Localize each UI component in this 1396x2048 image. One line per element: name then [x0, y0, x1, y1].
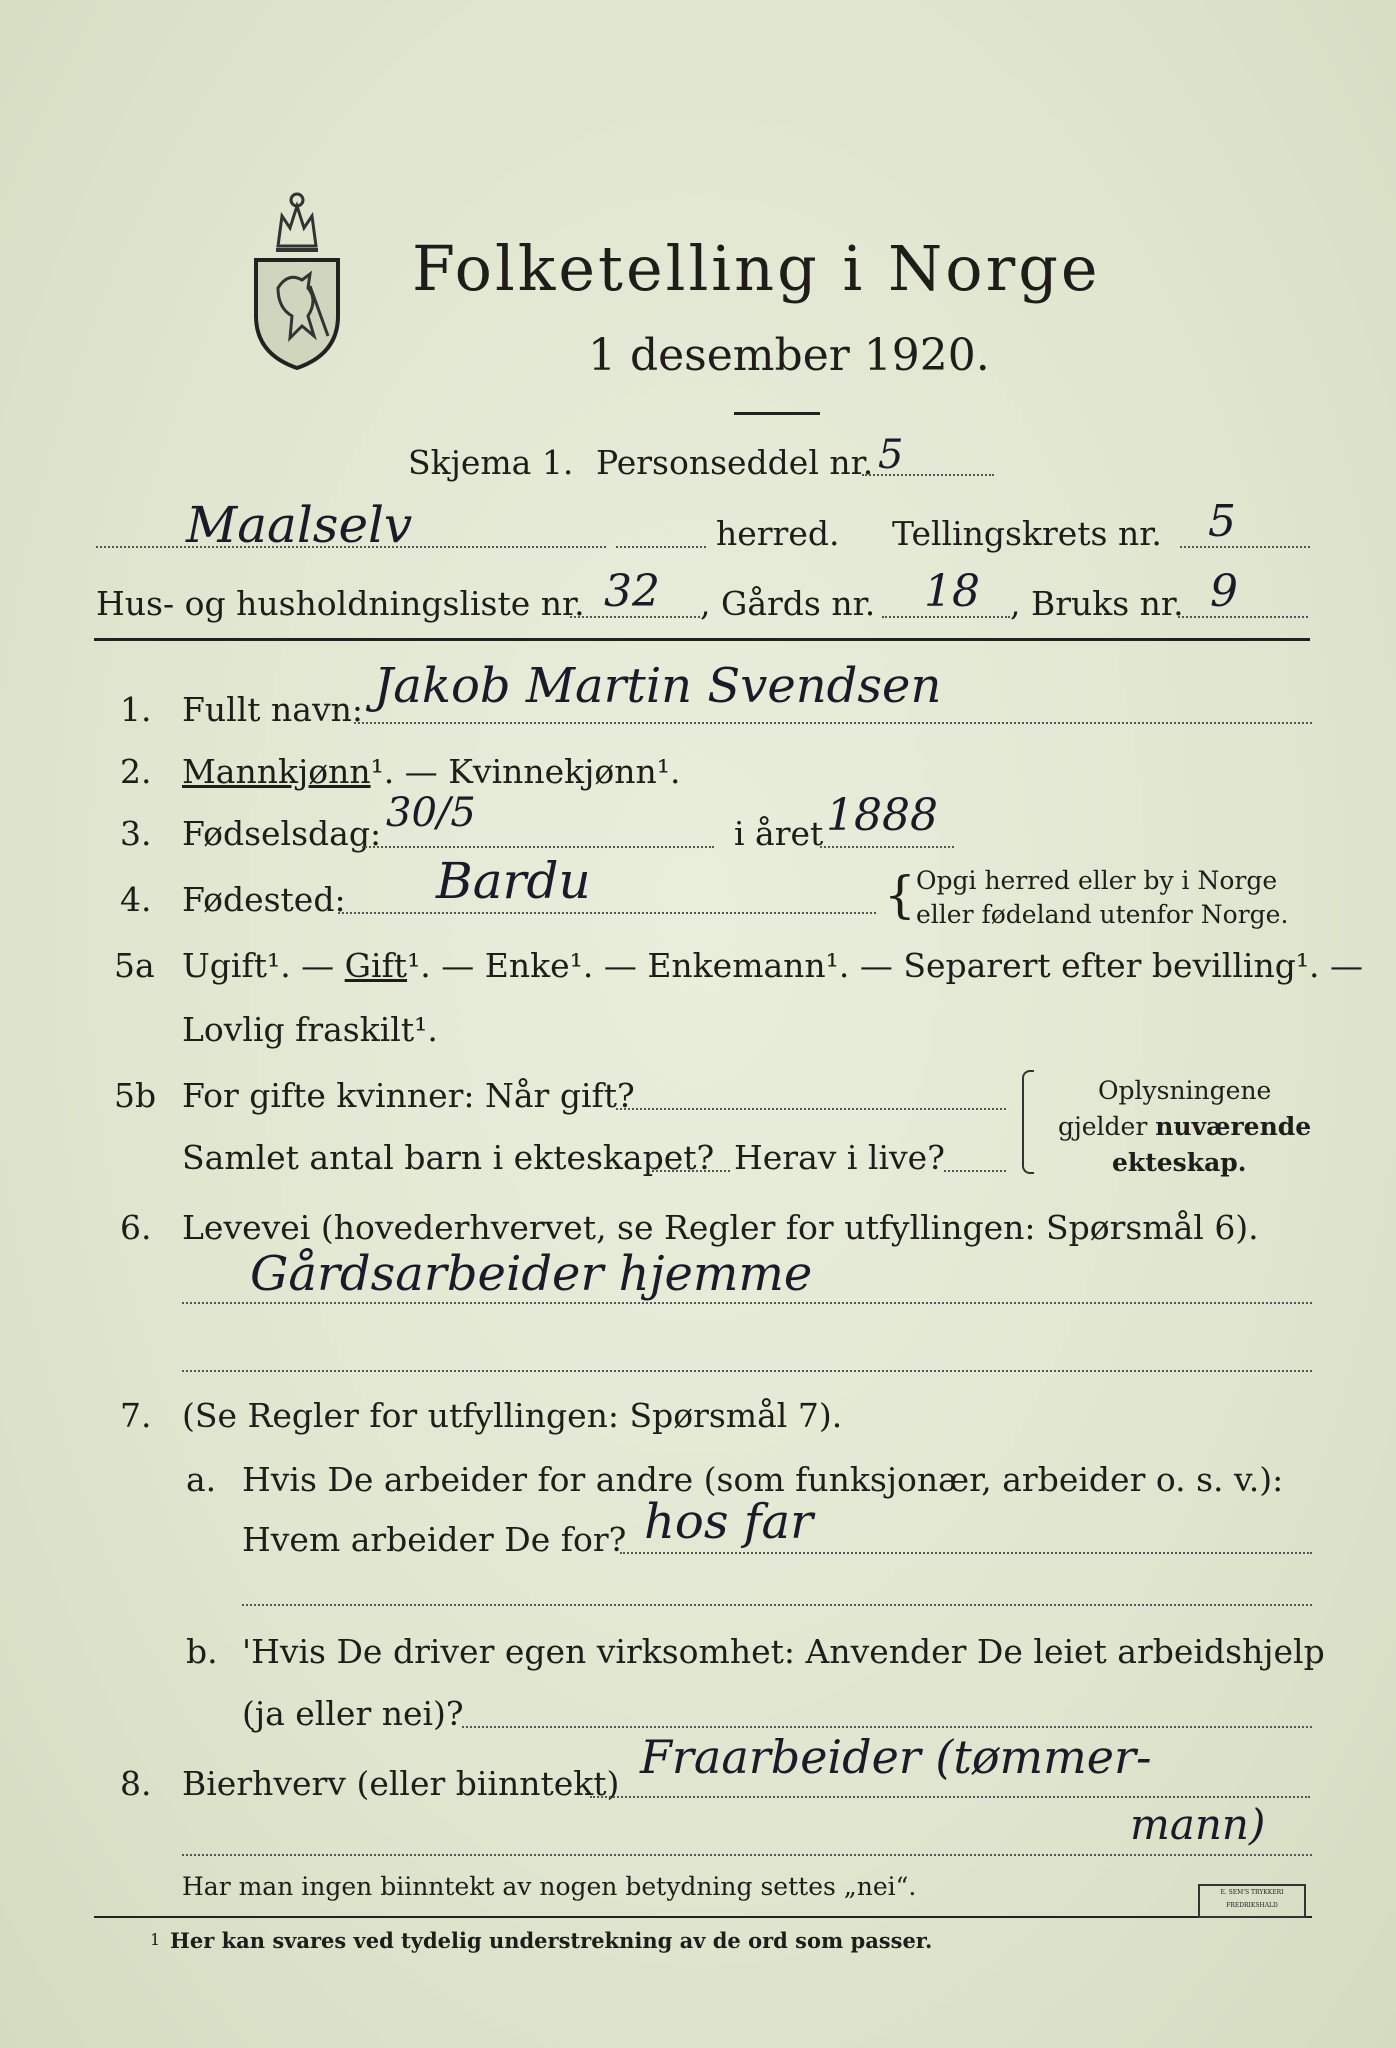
q3-year-label: i året	[734, 814, 824, 853]
q6-number: 6.	[120, 1208, 152, 1247]
q8-value-1: Fraarbeider (tømmer-	[640, 1730, 1152, 1784]
gards-label: , Gårds nr.	[700, 584, 876, 623]
q1-line	[354, 722, 1312, 724]
q6-value: Gårdsarbeider hjemme	[250, 1246, 813, 1302]
herred-line-2	[616, 546, 706, 548]
q8-line-1	[590, 1796, 1310, 1798]
q3-year-line	[820, 846, 954, 848]
q6-line-2	[182, 1370, 1312, 1372]
q1-number: 1.	[120, 690, 152, 729]
q7b-line	[462, 1726, 1312, 1728]
q5b-label-3: Herav i live?	[734, 1138, 945, 1177]
q4-brace: {	[884, 866, 916, 924]
q5b-note-1: Oplysningene	[1098, 1076, 1272, 1105]
q2-male-underlined: Mannkjønn	[182, 752, 371, 791]
bruks-line	[1178, 616, 1308, 618]
footer-note: Har man ingen biinntekt av nogen betydning settes „nei“.	[182, 1872, 917, 1901]
q5b-children-line	[652, 1170, 730, 1172]
q1-value: Jakob Martin Svendsen	[374, 658, 942, 714]
form-title: Folketelling i Norge	[412, 232, 1101, 305]
norwegian-coat-of-arms-icon	[248, 176, 346, 370]
q4-value: Bardu	[436, 852, 591, 910]
q5b-bracket	[1022, 1070, 1034, 1174]
q7b-label-1: 'Hvis De driver egen virksomhet: Anvender De leiet arbeidshjelp	[242, 1632, 1325, 1671]
census-date: 1 desember 1920.	[588, 330, 990, 381]
q4-label: Fødested:	[182, 880, 346, 919]
q5b-alive-line	[944, 1170, 1006, 1172]
q8-value-2: mann)	[1130, 1800, 1266, 1849]
schema-label: Skjema 1.	[408, 443, 574, 482]
q3-value: 30/5	[386, 790, 476, 836]
q3-line	[362, 846, 714, 848]
q7b-letter: b.	[186, 1632, 218, 1671]
q5b-note-2a: gjelder	[1058, 1112, 1156, 1141]
q2-label	[182, 752, 681, 791]
q4-note-2: eller fødeland utenfor Norge.	[916, 900, 1289, 929]
q5b-note-3: ekteskap.	[1112, 1148, 1247, 1177]
herred-value: Maalselv	[186, 496, 413, 554]
q4-line	[338, 912, 876, 914]
q7a-line-1	[620, 1552, 1312, 1554]
q7a-line-2	[242, 1604, 1312, 1606]
section-rule	[94, 638, 1310, 641]
footnote: Her kan svares ved tydelig understrekning av de ord som passer.	[170, 1928, 933, 1953]
q7a-letter: a.	[186, 1460, 217, 1499]
q3-year-value: 1888	[826, 790, 938, 841]
printer-stamp: E. SEM'S TRYKKERI FREDRIKSHALD	[1198, 1884, 1306, 1918]
q4-note-1: Opgi herred eller by i Norge	[916, 866, 1278, 895]
q8-label: Bierhverv (eller biinntekt)	[182, 1764, 620, 1803]
q5a-options	[182, 946, 1363, 985]
q6-label: Levevei (hovederhvervet, se Regler for utfyllingen: Spørsmål 6).	[182, 1208, 1259, 1247]
q5b-note-2b: nuværende	[1155, 1112, 1312, 1141]
q7-label: (Se Regler for utfyllingen: Spørsmål 7).	[182, 1396, 843, 1435]
tellingskrets-line	[1180, 546, 1310, 548]
q7a-label-1: Hvis De arbeider for andre (som funksjonær, arbeider o. s. v.):	[242, 1460, 1284, 1499]
q7b-label-2: (ja eller nei)?	[242, 1694, 464, 1733]
q3-number: 3.	[120, 814, 152, 853]
q7-number: 7.	[120, 1396, 152, 1435]
bruks-value: 9	[1210, 566, 1238, 617]
q5b-note-2	[1058, 1112, 1311, 1141]
footnote-mark: 1	[150, 1930, 161, 1949]
q2-number: 2.	[120, 752, 152, 791]
q5b-number: 5b	[114, 1076, 157, 1115]
footer-rule	[94, 1916, 1312, 1918]
q7a-value: hos far	[644, 1494, 814, 1550]
gards-value: 18	[924, 566, 980, 617]
bruks-label: , Bruks nr.	[1010, 584, 1184, 623]
q7a-label-2: Hvem arbeider De for?	[242, 1520, 627, 1559]
hus-value: 32	[604, 566, 660, 617]
q5b-when-line	[616, 1108, 1006, 1110]
q5a-ugift: Ugift¹. —	[182, 946, 345, 985]
q5b-label-1: For gifte kvinner: Når gift?	[182, 1076, 635, 1115]
q2-rest: ¹. — Kvinnekjønn¹.	[370, 752, 681, 791]
q5a-line-2: Lovlig fraskilt¹.	[182, 1010, 438, 1049]
hus-label: Hus- og husholdningsliste nr.	[96, 584, 585, 623]
personseddel-value: 5	[878, 432, 904, 478]
q6-line-1	[182, 1302, 1312, 1304]
q5a-number: 5a	[114, 946, 155, 985]
q1-label: Fullt navn:	[182, 690, 363, 729]
tellingskrets-label: Tellingskrets nr.	[892, 514, 1162, 553]
q3-label: Fødselsdag:	[182, 814, 382, 853]
personseddel-label: Personseddel nr.	[596, 443, 874, 482]
q4-number: 4.	[120, 880, 152, 919]
q8-number: 8.	[120, 1764, 152, 1803]
herred-label: herred.	[716, 514, 840, 553]
tellingskrets-value: 5	[1208, 496, 1236, 547]
q5a-gift-underlined: Gift	[344, 946, 408, 985]
title-divider	[734, 412, 820, 415]
q8-line-2	[182, 1854, 1312, 1856]
q5b-label-2: Samlet antal barn i ekteskapet?	[182, 1138, 715, 1177]
q5a-rest: ¹. — Enke¹. — Enkemann¹. — Separert efter bevilling¹. —	[407, 946, 1364, 985]
